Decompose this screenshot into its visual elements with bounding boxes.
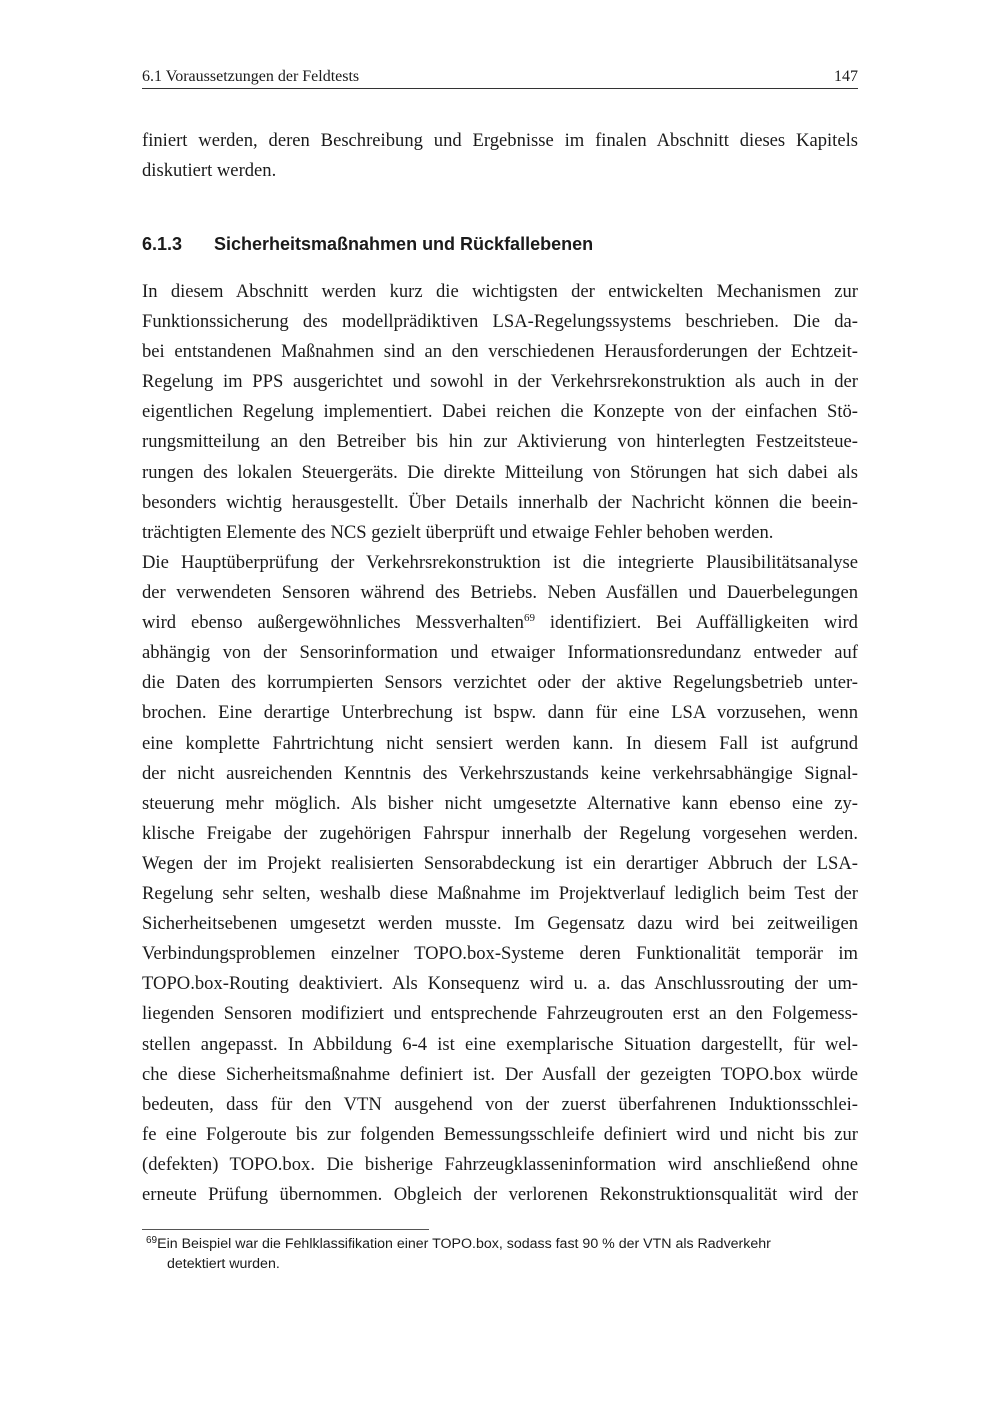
text-line: che diese Sicherheitsmaßnahme definiert ist. Der Ausfall der gezeigten TOPO.box würde (142, 1063, 858, 1085)
text-line: steuerung mehr möglich. Als bisher nicht umgesetzte Alternative kann ebenso eine zy- (142, 792, 858, 814)
text-line: brochen. Eine derartige Unterbrechung ist bspw. dann für eine LSA vorzusehen, wenn (142, 702, 858, 724)
text-line: stellen angepasst. In Abbildung 6-4 ist eine exemplarische Situation dargestellt, für wel- (142, 1033, 858, 1055)
paragraph-2 (142, 548, 858, 1210)
footnote-reference[interactable]: 69 (523, 612, 535, 625)
text-line: abhängig von der Sensorinformation und etwaiger Informationsredundanz entweder auf (142, 642, 858, 664)
text-line: rungen des lokalen Steuergeräts. Die direkte Mitteilung von Störungen hat sich dabei als (142, 461, 858, 483)
text-line: klische Freigabe der zugehörigen Fahrspur innerhalb der Regelung vorgesehen werden. (142, 822, 858, 844)
text-line: In diesem Abschnitt werden kurz die wichtigsten der entwickelten Mechanismen zur (142, 281, 858, 302)
text-line: TOPO.box-Routing deaktiviert. Als Konsequenz wird u. a. das Anschlussrouting der um- (142, 973, 858, 995)
text-line: trächtigten Elemente des NCS gezielt überprüft und etwaige Fehler behoben werden. (142, 521, 774, 543)
section-title: Sicherheitsmaßnahmen und Rückfallebenen (214, 234, 594, 254)
footnote-mark: 69 (146, 1235, 158, 1246)
intro-paragraph (142, 126, 858, 186)
paragraph-1 (142, 277, 858, 548)
text-line: Funktionssicherung des modellprädiktiven LSA-Regelungssystems beschrieben. Die da- (142, 311, 858, 333)
text-line: diskutiert werden. (142, 160, 277, 182)
footnote-rule (142, 1229, 429, 1230)
text-line-with-footnote (142, 608, 858, 638)
text-fragment: identifiziert. Bei Auffälligkeiten wird (534, 612, 858, 634)
text-line: Verbindungsproblemen einzelner TOPO.box-Systeme deren Funktionalität temporär im (142, 943, 858, 965)
document-page (142, 0, 858, 1414)
text-line: der verwendeten Sensoren während des Betriebs. Neben Ausfällen und Dauerbelegungen (142, 582, 858, 604)
text-line: Die Hauptüberprüfung der Verkehrsrekonstruktion ist die integrierte Plausibilitätsanalyse (142, 552, 858, 573)
text-line: eine komplette Fahrtrichtung nicht sensiert werden kann. In diesem Fall ist aufgrund (142, 732, 858, 754)
text-line: die Daten des korrumpierten Sensors verzichtet oder der aktive Regelungsbetrieb unter- (142, 672, 858, 694)
text-line: besonders wichtig herausgestellt. Über Details innerhalb der Nachricht können die beein- (142, 491, 858, 513)
footnote-text: Ein Beispiel war die Fehlklassifikation einer TOPO.box, sodass fast 90 % der VTN als Radverkehr (157, 1236, 771, 1252)
text-line: der nicht ausreichenden Kenntnis des Verkehrszustands keine verkehrsabhängige Signal- (142, 762, 858, 784)
text-fragment: wird ebenso außergewöhnliches Messverhalten (142, 612, 524, 634)
text-line: Regelung im PPS ausgerichtet und sowohl in der Verkehrsrekonstruktion als auch in der (142, 371, 858, 393)
section-number: 6.1.3 (142, 234, 183, 254)
paragraph-2-rest (142, 638, 858, 1210)
running-header (142, 66, 858, 89)
text-line: bei entstandenen Maßnahmen sind an den verschiedenen Herausforderungen der Echtzeit- (142, 341, 858, 363)
header-page-number: 147 (834, 68, 858, 85)
text-line: eigentlichen Regelung implementiert. Dabei reichen die Konzepte von der einfachen Stö- (142, 401, 858, 423)
text-line: bedeuten, dass für den VTN ausgehend von der zuerst überfahrenen Induktionsschlei- (142, 1093, 858, 1115)
text-line: (defekten) TOPO.box. Die bisherige Fahrzeugklasseninformation wird anschließend ohne (142, 1153, 858, 1175)
text-line: Wegen der im Projekt realisierten Sensorabdeckung ist ein derartiger Abbruch der LSA- (142, 852, 858, 874)
text-line: rungsmitteilung an den Betreiber bis hin zur Aktivierung von hinterlegten Festzeitsteue- (142, 431, 858, 453)
footnote-line: detektiert wurden. (167, 1256, 280, 1272)
text-line: finiert werden, deren Beschreibung und Ergebnisse im finalen Abschnitt dieses Kapitels (142, 130, 858, 151)
text-line: erneute Prüfung übernommen. Obgleich der verlorenen Rekonstruktionsqualität wird der (142, 1183, 858, 1205)
text-line: fe eine Folgeroute bis zur folgenden Bemessungsschleife definiert wird und nicht bis zur (142, 1123, 858, 1145)
text-line: liegenden Sensoren modifiziert und entsprechende Fahrzeugrouten erst an den Folgemess- (142, 1003, 858, 1025)
footnote (142, 1234, 858, 1274)
header-section-title: 6.1 Voraussetzungen der Feldtests (142, 68, 360, 85)
footnote-line (142, 1234, 858, 1254)
text-line: Regelung sehr selten, weshalb diese Maßnahme im Projektverlauf lediglich beim Test der (142, 883, 858, 905)
text-line: Sicherheitsebenen umgesetzt werden musste. Im Gegensatz dazu wird bei zeitweiligen (142, 913, 858, 935)
section-heading (142, 231, 858, 257)
